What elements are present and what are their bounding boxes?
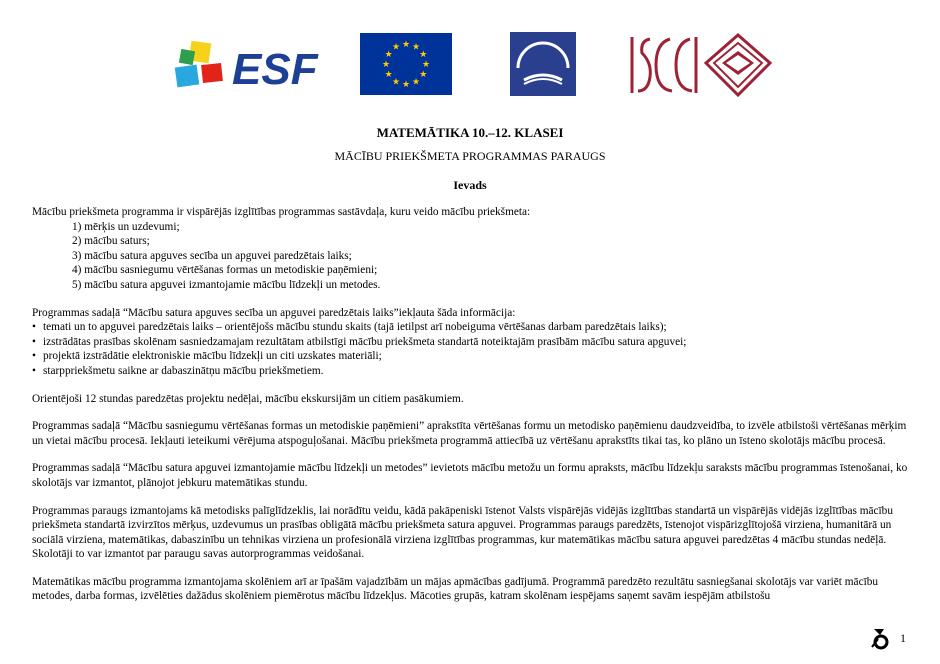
bullet-text: izstrādātas prasības skolēnam sasniedzamajam rezultātam atbilstīgi mācību priekšmeta standartā noteiktajām prasībām mācību satura apguvei; [43,335,687,348]
eu-star-icon: ★ [411,77,421,88]
logo-bar [0,30,940,100]
university-logo [510,32,576,96]
bullet-text: projektā izstrādātie elektroniskie mācību līdzekļi un citi uzskates materiāli; [43,350,382,363]
eu-star-icon: ★ [391,42,401,53]
paragraph: Programmas paraugs izmantojams kā metodisks palīglīdzeklis, lai norādītu veidu, kādā pakāpeniski īstenot Valsts vispārējās vidējās izglītības standartā un vispārējās vidējās izglītības mācību priekšmeta standartā izvirzītos mērķus, uzdevumus un prasības obligātā mācību priekšmeta satura apguvei. Programmas paraugs paredzēts, īstenojot vispārizglītojošā virziena, humanitārā un sociālā virziena, matemātikas, dabaszinību un tehnikas virziena un profesionālā virziena izglītības programmas, kur matemātikas mācību satura apguvei paredzētas 4 mācību stundas nedēļā. Skolotāji to var izmantot par paraugu savas autorprogrammas veidošanai. [32,504,893,561]
eu-star-icon: ★ [421,60,431,70]
bullet-icon: • [32,335,36,348]
eu-flag-logo [360,33,452,95]
esf-logo [174,36,326,94]
eu-star-icon: ★ [419,50,428,60]
section-heading: Ievads [453,178,487,192]
list-item: 2) mācību saturs; [72,235,150,248]
bullet-item [32,335,912,350]
paragraph: Orientējoši 12 stundas paredzētas projektu nedēļai, mācību ekskursijām un citiem pasākumiem. [32,392,464,405]
eu-star-icon: ★ [381,60,391,70]
eu-star-icon: ★ [411,42,421,53]
eu-star-icon: ★ [401,80,411,90]
intro-list [32,220,912,293]
document-body [32,205,912,604]
isec-logo [628,33,776,97]
document-subtitle: MĀCĪBU PRIEKŠMETA PROGRAMMAS PARAUGS [334,149,606,163]
document-title: MATEMĀTIKA 10.–12. KLASEI [376,125,564,140]
eu-star-icon: ★ [384,70,393,80]
list-item: 4) mācību sasniegumu vērtēšanas formas un metodiskie paņēmieni; [72,264,378,277]
page-logo-icon [870,627,890,651]
bullet-item [32,320,912,335]
list-item: 1) mērķis un uzdevumi; [72,220,180,233]
list-item: 5) mācību satura apguvei izmantojamie mācību līdzekļi un metodes. [72,278,381,291]
eu-star-icon: ★ [401,40,411,50]
paragraph: Matemātikas mācību programma izmantojama skolēniem arī ar īpašām vajadzībām un mājas apmācības gadījumā. Programmā paredzēto rezultātu sasniegšanai skolotājs var variēt mācību metodes, darba formas, izvēlēties dažādus skolēniem piemērotus mācību līdzekļus. Mācoties grupās, katram skolēnam iespējams saņemt savām iespējām atbilstošu [32,575,879,603]
bullet-item [32,349,912,364]
bullet-text: starppriekšmetu saikne ar dabaszinātņu mācību priekšmetiem. [43,364,324,377]
bullet-icon: • [32,364,36,377]
paragraph: Programmas sadaļā “Mācību sasniegumu vērtēšanas formas un metodiskie paņēmieni” aprakstīta vērtēšanas formu un metodisko paņēmienu daudzveidība, to izvēle atbilstoši vērtēšanas mērķim un vietai mācību procesā. Iekļauti ieteikumi vērējuma atspoguļošanai. Mācību priekšmeta programmā attiecībā uz vērtēšanu aprakstīts tikai tas, ko plāno un īsteno skolotājs mācību procesā. [32,420,907,447]
section2-paragraph: Programmas sadaļā “Mācību satura apguves secība un apguvei paredzētais laiks”iekļauta šāda informācija: [32,306,516,319]
bullet-item [32,364,912,379]
paragraph: Programmas sadaļā “Mācību satura apguvei izmantojamie mācību līdzekļi un metodes” ievietots mācību metožu un formu apraksts, mācību līdzekļu saraksts mācību programmas īstenošanai, ko skolotājs var izmantot, plānojot jebkuru matemātikas stundu. [32,462,908,489]
eu-star-icon: ★ [391,77,401,88]
intro-paragraph: Mācību priekšmeta programma ir vispārējās izglītības programmas sastāvdaļa, kuru veido mācību priekšmeta: [32,206,531,218]
bullet-text: temati un to apguvei paredzētais laiks – orientējošs mācību stundu skaits (tajā ietilpst arī nobeiguma vērtēšanas darbam paredzētais laiks); [43,321,667,334]
eu-star-icon: ★ [384,50,393,60]
esf-logo-text: ESF [232,45,318,94]
page-number: 1 [900,631,906,645]
eu-star-icon: ★ [419,70,428,80]
list-item: 3) mācību satura apguves secība un apguvei paredzētais laiks; [72,249,352,262]
bullet-icon: • [32,350,36,363]
bullet-list [32,320,912,378]
bullet-icon: • [32,321,36,334]
